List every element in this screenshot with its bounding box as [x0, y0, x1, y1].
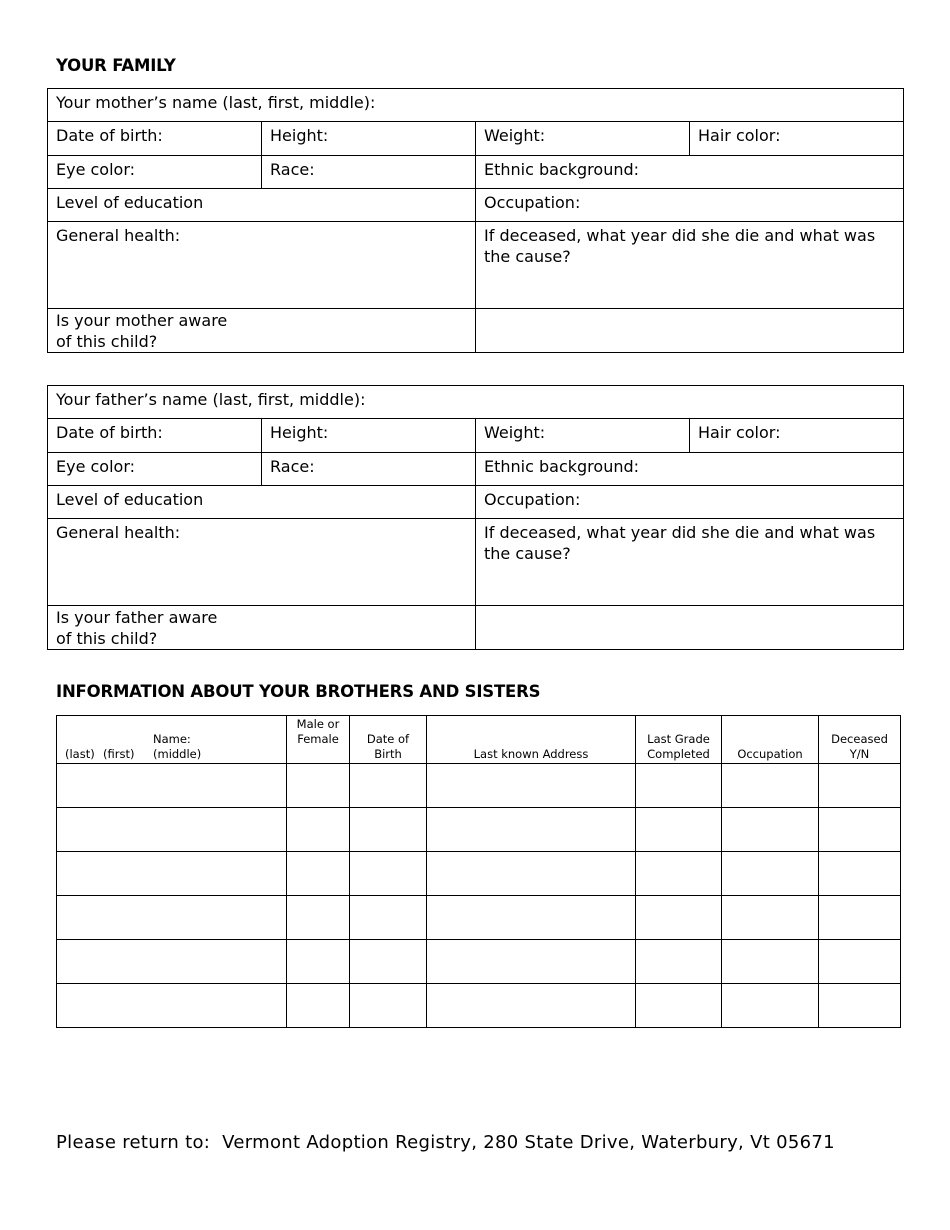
father-dob-field[interactable]	[48, 419, 262, 453]
father-occupation-field[interactable]	[476, 486, 904, 519]
address-header-label: Last known Address	[473, 747, 589, 761]
sibling-address-cell[interactable]	[427, 984, 636, 1028]
section-heading-siblings: INFORMATION ABOUT YOUR BROTHERS AND SISTERS	[56, 682, 541, 701]
dob-header-line2: Birth	[374, 747, 402, 761]
mother-dob-field[interactable]	[48, 122, 262, 156]
mother-hair-label: Hair color:	[698, 126, 781, 145]
father-race-field[interactable]	[262, 453, 476, 486]
col-header-sex	[287, 716, 350, 764]
mother-deceased-field[interactable]	[476, 222, 904, 309]
sibling-name-cell[interactable]	[57, 896, 287, 940]
table-row	[57, 896, 901, 940]
father-aware-label-cell	[48, 606, 476, 650]
father-education-field[interactable]	[48, 486, 476, 519]
father-health-field[interactable]	[48, 519, 476, 606]
father-hair-label: Hair color:	[698, 423, 781, 442]
sibling-name-cell[interactable]	[57, 940, 287, 984]
father-deceased-field[interactable]	[476, 519, 904, 606]
sibling-deceased-cell[interactable]	[819, 764, 901, 808]
col-header-address	[427, 716, 636, 764]
sibling-name-cell[interactable]	[57, 852, 287, 896]
father-occupation-label: Occupation:	[484, 490, 581, 509]
sibling-name-cell[interactable]	[57, 984, 287, 1028]
grade-header-line1: Last Grade	[647, 732, 710, 746]
sibling-occupation-cell[interactable]	[722, 940, 819, 984]
mother-info-table	[47, 88, 904, 353]
father-dob-label: Date of birth:	[56, 423, 163, 442]
table-row	[57, 852, 901, 896]
sibling-address-cell[interactable]	[427, 896, 636, 940]
sibling-address-cell[interactable]	[427, 764, 636, 808]
siblings-table	[56, 715, 901, 1028]
sibling-name-cell[interactable]	[57, 764, 287, 808]
mother-education-label: Level of education	[56, 193, 204, 212]
sibling-name-cell[interactable]	[57, 808, 287, 852]
father-ethnic-label: Ethnic background:	[484, 457, 640, 476]
occupation-header-label: Occupation	[737, 747, 803, 761]
mother-aware-answer-field[interactable]	[476, 309, 904, 353]
return-address-footer: Please return to: Vermont Adoption Registry, 280 State Drive, Waterbury, Vt 05671	[56, 1132, 835, 1153]
table-row	[57, 984, 901, 1028]
sibling-sex-cell[interactable]	[287, 808, 350, 852]
sibling-grade-cell[interactable]	[636, 808, 722, 852]
col-header-name	[57, 716, 287, 764]
sibling-address-cell[interactable]	[427, 808, 636, 852]
sibling-sex-cell[interactable]	[287, 852, 350, 896]
name-header-middle: (middle)	[153, 747, 202, 761]
col-header-dob	[350, 716, 427, 764]
sibling-grade-cell[interactable]	[636, 896, 722, 940]
father-weight-label: Weight:	[484, 423, 546, 442]
sibling-sex-cell[interactable]	[287, 984, 350, 1028]
father-health-label: General health:	[56, 523, 181, 542]
mother-ethnic-label: Ethnic background:	[484, 160, 640, 179]
father-height-field[interactable]	[262, 419, 476, 453]
father-aware-answer-field[interactable]	[476, 606, 904, 650]
table-row	[57, 940, 901, 984]
sex-header-line1: Male or	[296, 717, 340, 731]
sex-header-line2: Female	[297, 732, 339, 746]
sibling-address-cell[interactable]	[427, 940, 636, 984]
name-header-first: (first)	[103, 747, 135, 761]
mother-height-field[interactable]	[262, 122, 476, 156]
name-header-last: (last)	[65, 747, 95, 761]
mother-name-label: Your mother’s name (last, first, middle):	[56, 93, 376, 112]
sibling-grade-cell[interactable]	[636, 984, 722, 1028]
deceased-header-line2: Y/N	[849, 747, 870, 761]
col-header-occupation	[722, 716, 819, 764]
sibling-deceased-cell[interactable]	[819, 896, 901, 940]
mother-aware-label-line1: Is your mother aware	[56, 311, 228, 330]
mother-eye-field[interactable]	[48, 156, 262, 189]
father-ethnic-field[interactable]	[476, 453, 904, 486]
sibling-occupation-cell[interactable]	[722, 984, 819, 1028]
sibling-sex-cell[interactable]	[287, 896, 350, 940]
sibling-dob-cell[interactable]	[350, 940, 427, 984]
mother-dob-label: Date of birth:	[56, 126, 163, 145]
mother-hair-field[interactable]	[690, 122, 904, 156]
sibling-deceased-cell[interactable]	[819, 852, 901, 896]
col-header-grade	[636, 716, 722, 764]
mother-deceased-label-line1: If deceased, what year did she die and what was	[484, 226, 876, 245]
mother-race-field[interactable]	[262, 156, 476, 189]
deceased-header-line1: Deceased	[831, 732, 888, 746]
mother-weight-field[interactable]	[476, 122, 690, 156]
siblings-header-row	[57, 716, 901, 764]
sibling-deceased-cell[interactable]	[819, 984, 901, 1028]
mother-weight-label: Weight:	[484, 126, 546, 145]
mother-ethnic-field[interactable]	[476, 156, 904, 189]
sibling-deceased-cell[interactable]	[819, 940, 901, 984]
name-header-label: Name:	[153, 732, 191, 746]
sibling-occupation-cell[interactable]	[722, 896, 819, 940]
father-eye-field[interactable]	[48, 453, 262, 486]
father-race-label: Race:	[270, 457, 315, 476]
sibling-dob-cell[interactable]	[350, 808, 427, 852]
sibling-dob-cell[interactable]	[350, 764, 427, 808]
table-row	[57, 764, 901, 808]
sibling-dob-cell[interactable]	[350, 852, 427, 896]
father-hair-field[interactable]	[690, 419, 904, 453]
mother-name-field[interactable]	[48, 89, 904, 122]
father-deceased-label-line1: If deceased, what year did she die and what was	[484, 523, 876, 542]
father-education-label: Level of education	[56, 490, 204, 509]
mother-health-field[interactable]	[48, 222, 476, 309]
sibling-address-cell[interactable]	[427, 852, 636, 896]
father-aware-label-line1: Is your father aware	[56, 608, 218, 627]
sibling-sex-cell[interactable]	[287, 764, 350, 808]
mother-aware-label-line2: of this child?	[56, 332, 158, 351]
father-deceased-label-line2: the cause?	[484, 544, 571, 563]
mother-deceased-label-line2: the cause?	[484, 247, 571, 266]
father-name-field[interactable]	[48, 386, 904, 419]
mother-eye-label: Eye color:	[56, 160, 136, 179]
sibling-occupation-cell[interactable]	[722, 808, 819, 852]
sibling-grade-cell[interactable]	[636, 764, 722, 808]
sibling-grade-cell[interactable]	[636, 940, 722, 984]
grade-header-line2: Completed	[647, 747, 710, 761]
father-eye-label: Eye color:	[56, 457, 136, 476]
father-info-table	[47, 385, 904, 650]
sibling-grade-cell[interactable]	[636, 852, 722, 896]
table-row	[57, 808, 901, 852]
mother-aware-label-cell	[48, 309, 476, 353]
father-aware-label-line2: of this child?	[56, 629, 158, 648]
col-header-deceased	[819, 716, 901, 764]
sibling-sex-cell[interactable]	[287, 940, 350, 984]
section-heading-your-family: YOUR FAMILY	[56, 56, 176, 75]
sibling-occupation-cell[interactable]	[722, 852, 819, 896]
sibling-dob-cell[interactable]	[350, 984, 427, 1028]
mother-height-label: Height:	[270, 126, 329, 145]
father-name-label: Your father’s name (last, first, middle):	[56, 390, 366, 409]
mother-health-label: General health:	[56, 226, 181, 245]
mother-race-label: Race:	[270, 160, 315, 179]
father-height-label: Height:	[270, 423, 329, 442]
sibling-dob-cell[interactable]	[350, 896, 427, 940]
dob-header-line1: Date of	[366, 732, 410, 746]
sibling-occupation-cell[interactable]	[722, 764, 819, 808]
sibling-deceased-cell[interactable]	[819, 808, 901, 852]
mother-education-field[interactable]	[48, 189, 476, 222]
mother-occupation-label: Occupation:	[484, 193, 581, 212]
mother-occupation-field[interactable]	[476, 189, 904, 222]
father-weight-field[interactable]	[476, 419, 690, 453]
